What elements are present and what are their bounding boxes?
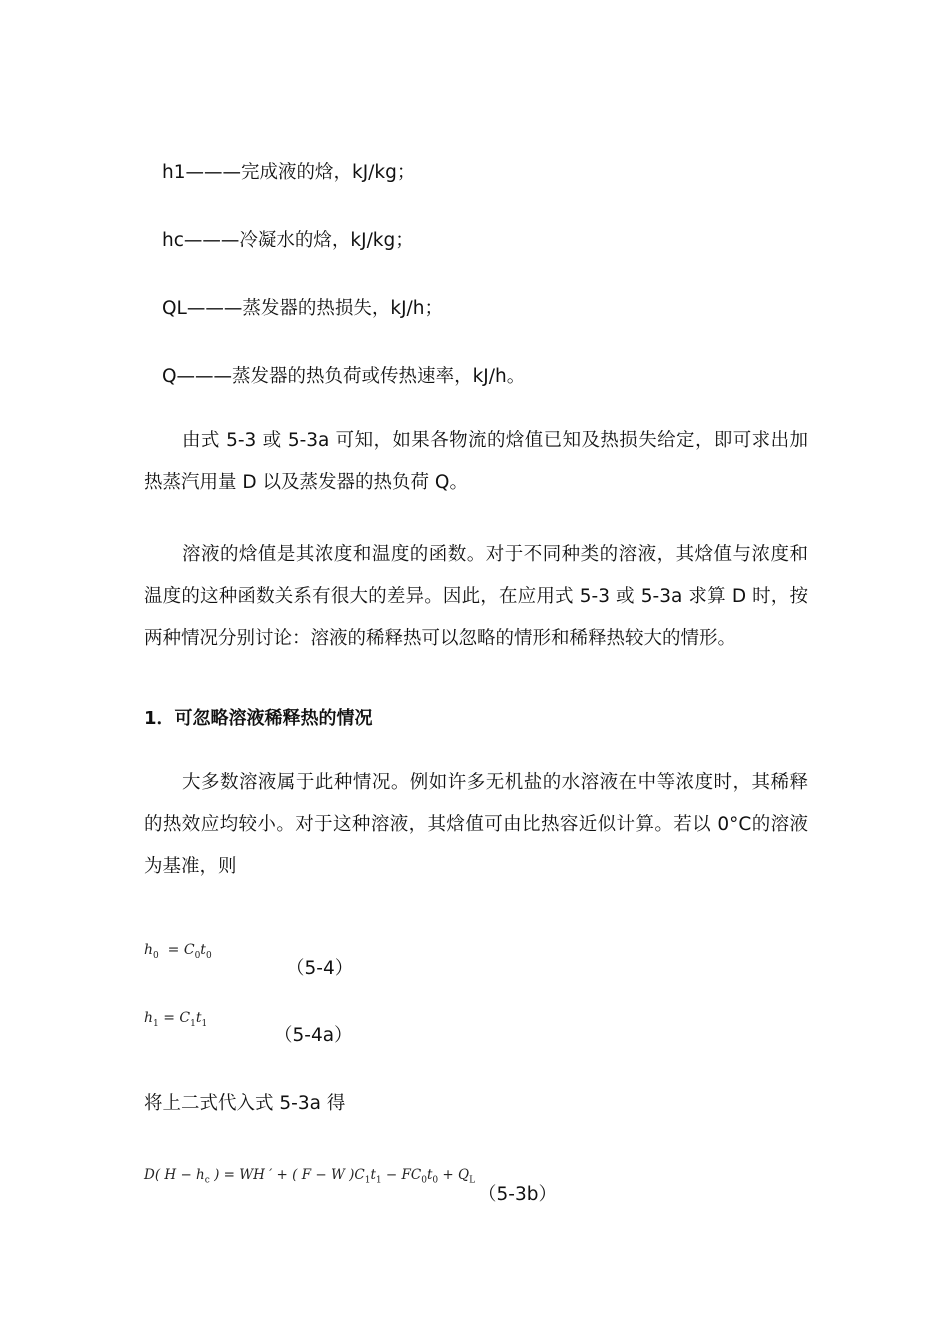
substitution-text: 将上二式代入式 5-3a 得 bbox=[144, 1093, 346, 1114]
paragraph-steam-usage: 由式 5-3 或 5-3a 可知，如果各物流的焓值已知及热损失给定，即可求出加热蒸汽用量 D 以及蒸发器的热负荷 Q。 bbox=[144, 430, 808, 493]
definition-hc: hc———冷凝水的焓，kJ/kg； bbox=[162, 230, 414, 251]
paragraph-dilution-heat: 大多数溶液属于此种情况。例如许多无机盐的水溶液在中等浓度时，其稀释的热效应均较小。对于这种溶液，其焓值可由比热容近似计算。若以 0°C的溶液为基准，则 bbox=[144, 772, 808, 877]
equation-number-5-4: （5-4） bbox=[286, 958, 354, 979]
equation-number-5-4a: （5-4a） bbox=[274, 1025, 353, 1046]
definition-h1: h1———完成液的焓，kJ/kg； bbox=[162, 162, 416, 183]
definition-ql: QL———蒸发器的热损失，kJ/h； bbox=[162, 298, 443, 319]
definition-q: Q———蒸发器的热负荷或传热速率，kJ/h。 bbox=[162, 366, 526, 387]
equation-number-5-3b: （5-3b） bbox=[478, 1184, 557, 1205]
formula-5-3b-image: D( $H - h_c$ ) = WH ′ + ( F − W )$C_1t_1 - FC_0t_0 + Q_L$ bbox=[144, 1167, 476, 1186]
formula-5-4a-image: $h_1 = C_1t_1$ bbox=[144, 1010, 208, 1029]
formula-5-4-image: $h_0 = C_0t_0$ bbox=[144, 942, 212, 961]
section-heading: 1．可忽略溶液稀释热的情况 bbox=[144, 708, 373, 729]
paragraph-enthalpy-function: 溶液的焓值是其浓度和温度的函数。对于不同种类的溶液，其焓值与浓度和温度的这种函数关系有很大的差异。因此，在应用式 5-3 或 5-3a 求算 D 时，按两种情况分别讨论：溶液的稀释热可以忽略的情形和稀释热较大的情形。 bbox=[144, 544, 808, 649]
